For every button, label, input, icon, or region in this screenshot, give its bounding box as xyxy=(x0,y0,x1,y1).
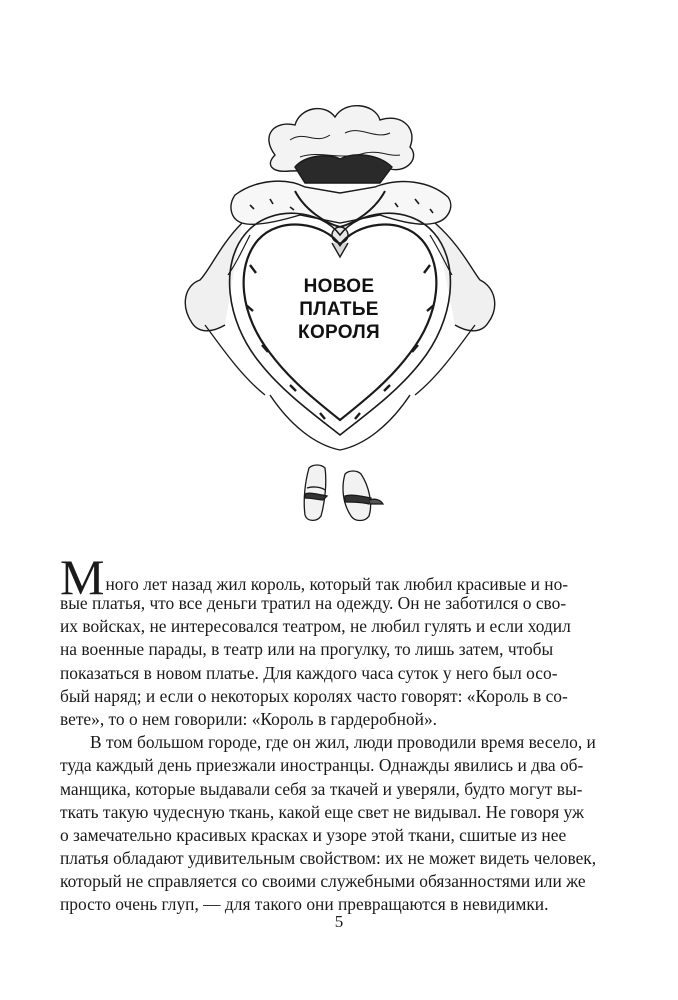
page-number: 5 xyxy=(334,912,344,931)
title-line-1: НОВОЕ xyxy=(303,276,375,297)
title-line-3: КОРОЛЯ xyxy=(298,322,380,343)
paragraph-1-line: их войсках, не интересовался театром, не любил гулять и если ходил xyxy=(60,616,571,637)
story-title xyxy=(264,275,414,344)
paragraph-1-line: вете», то о нем говорили: «Король в гардеробной». xyxy=(60,708,437,729)
paragraph-1-line: вые платья, что все деньги тратил на одежду. Он не заботился о сво- xyxy=(60,593,567,613)
paragraph-2-line: просто очень глуп, — для такого они превращаются в невидимки. xyxy=(60,894,549,915)
paragraph-2-line: который не справляется со своими служебными обязанностями или же xyxy=(60,871,586,892)
paragraph-1-line: на военные парады, в театр или на прогулку, то лишь затем, чтобы xyxy=(60,639,554,660)
paragraph-2-line: о замечательно красивых красках и узоре этой ткани, сшитые из нее xyxy=(60,824,567,845)
first-line-text: ного лет назад жил король, который так любил красивые и но- xyxy=(105,574,569,594)
paragraph-1-line: бый наряд; и если о некоторых королях часто говорят: «Король в со- xyxy=(60,685,568,706)
drop-cap: М xyxy=(60,549,105,605)
shoes-illustration xyxy=(295,460,385,525)
paragraph-2-line: В том большом городе, где он жил, люди проводили время весело, и xyxy=(90,732,596,753)
paragraph-2-line: платья обладают удивительным свойством: их не может видеть человек, xyxy=(60,848,597,869)
paragraph-2-line: туда каждый день приезжали иностранцы. Однажды явились и два об- xyxy=(60,755,584,776)
title-line-2: ПЛАТЬЕ xyxy=(299,299,379,320)
paragraph-2-line: манщика, которые выдавали себя за ткачей и уверяли, будто могут вы- xyxy=(60,778,583,799)
paragraph-2-line: ткать такую чудесную ткань, какой еще свет не видывал. Не говоря уж xyxy=(60,801,585,822)
story-body xyxy=(60,549,620,917)
paragraph-1-line: показаться в новом платье. Для каждого часа суток у него был осо- xyxy=(60,662,558,683)
